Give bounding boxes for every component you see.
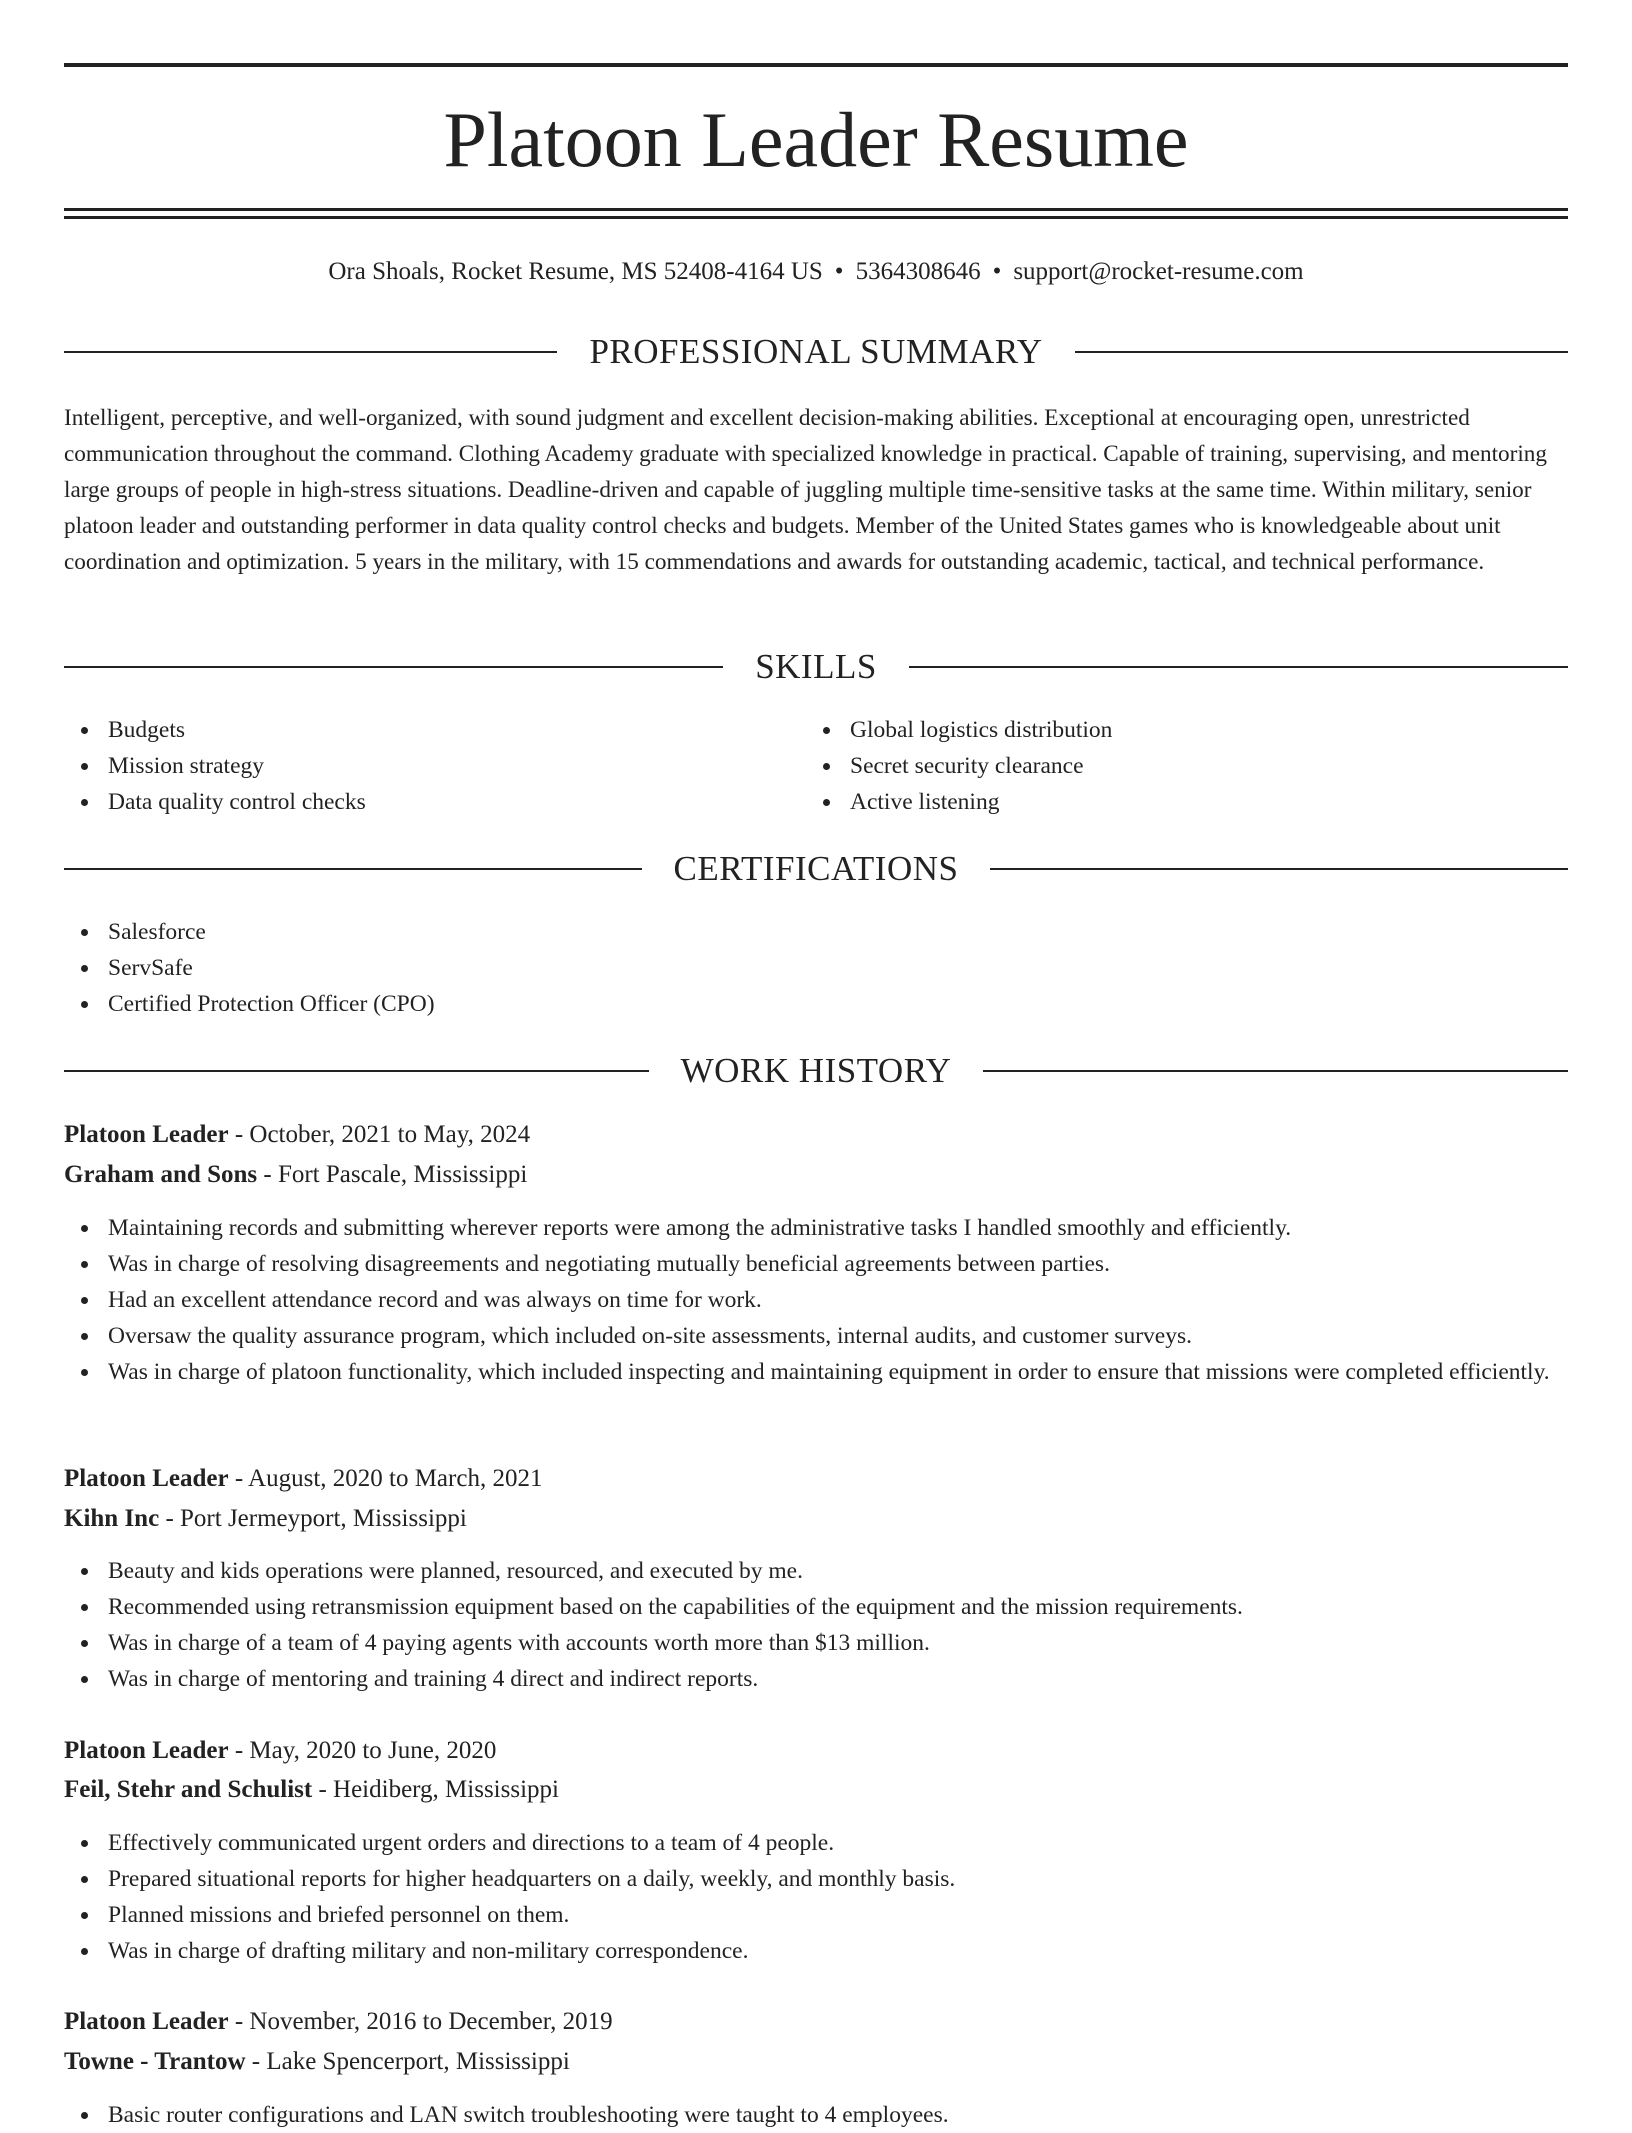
job-heading: Platoon Leader - November, 2016 to December, 2019	[64, 2008, 613, 2035]
title-rule-upper	[64, 208, 1568, 211]
job-dates: May, 2020 to June, 2020	[249, 1737, 497, 1764]
skill-item: Budgets	[64, 712, 804, 748]
job-bullet: Was in charge of a team of 4 paying agents with accounts worth more than $13 million.	[64, 1625, 1568, 1661]
job-location: Lake Spencerport, Mississippi	[266, 2048, 570, 2075]
job-employer: Kihn Inc - Port Jermeyport, Mississippi	[64, 1505, 467, 1532]
job-title: Platoon Leader	[64, 1465, 229, 1492]
skill-item: Secret security clearance	[806, 748, 1546, 784]
contact-separator: •	[834, 258, 844, 285]
skills-column-left	[64, 712, 804, 820]
section-title: CERTIFICATIONS	[673, 849, 959, 888]
job-bullet: Was in charge of platoon functionality, which included inspecting and maintaining equipment in order to ensure that missions were completed efficiently.	[64, 1354, 1568, 1390]
job-location: Fort Pascale, Mississippi	[277, 1161, 528, 1188]
top-rule	[64, 63, 1568, 67]
section-rule	[990, 868, 1568, 870]
section-header-skills	[64, 645, 1568, 689]
certification-item: ServSafe	[64, 950, 1568, 986]
contact-line	[64, 254, 1568, 290]
skills-column-right	[806, 712, 1546, 820]
skill-item: Mission strategy	[64, 748, 804, 784]
section-rule	[983, 1070, 1568, 1072]
section-rule	[64, 666, 723, 668]
section-title: SKILLS	[755, 647, 877, 686]
job-heading: Platoon Leader - May, 2020 to June, 2020	[64, 1737, 497, 1764]
job-bullet: Was in charge of mentoring and training 4 direct and indirect reports.	[64, 1661, 1568, 1697]
job-bullets	[64, 2097, 1568, 2133]
section-header-summary	[64, 330, 1568, 374]
job-bullet: Recommended using retransmission equipment based on the capabilities of the equipment and the mission requirements.	[64, 1589, 1568, 1625]
job-company: Graham and Sons	[64, 1161, 258, 1188]
job-bullets	[64, 1825, 1568, 1969]
skill-item: Active listening	[806, 784, 1546, 820]
job-bullets	[64, 1553, 1568, 1697]
contact-address: Ora Shoals, Rocket Resume, MS 52408-4164 US	[328, 258, 823, 285]
section-rule	[64, 351, 557, 353]
job-employer: Towne - Trantow - Lake Spencerport, Mississippi	[64, 2048, 570, 2075]
job-bullet: Effectively communicated urgent orders and directions to a team of 4 people.	[64, 1825, 1568, 1861]
job-title: Platoon Leader	[64, 1737, 229, 1764]
job-bullet: Prepared situational reports for higher headquarters on a daily, weekly, and monthly basis.	[64, 1861, 1568, 1897]
job-company: Kihn Inc	[64, 1505, 160, 1532]
job-heading: Platoon Leader - August, 2020 to March, 2021	[64, 1465, 543, 1492]
job-title: Platoon Leader	[64, 1121, 229, 1148]
section-rule	[1075, 351, 1568, 353]
resume-title: Platoon Leader Resume	[443, 96, 1189, 183]
skill-item: Global logistics distribution	[806, 712, 1546, 748]
job-bullets	[64, 1210, 1568, 1390]
section-header-certifications	[64, 847, 1568, 891]
job-company: Towne - Trantow	[64, 2048, 246, 2075]
section-rule	[909, 666, 1568, 668]
summary-text: Intelligent, perceptive, and well-organized, with sound judgment and excellent decision-making abilities. Exceptional at encouraging open, unrestricted communication throughout the command. Clothing Academy graduate with specialized knowledge in practical. Capable of training, supervising, and mentoring large groups of people in high-stress situations. Deadline-driven and capable of juggling multiple time-sensitive tasks at the same time. Within military, senior platoon leader and outstanding performer in data quality control checks and budgets. Member of the United States games who is knowledgeable about unit coordination and optimization. 5 years in the military, with 15 commendations and awards for outstanding academic, tactical, and technical performance.	[64, 405, 1547, 575]
job-title: Platoon Leader	[64, 2008, 229, 2035]
job-dates: November, 2016 to December, 2019	[249, 2008, 613, 2035]
skill-item: Data quality control checks	[64, 784, 804, 820]
job-bullet: Was in charge of resolving disagreements and negotiating mutually beneficial agreements between parties.	[64, 1246, 1568, 1282]
job-employer: Feil, Stehr and Schulist - Heidiberg, Mississippi	[64, 1776, 559, 1803]
job-location: Port Jermeyport, Mississippi	[180, 1505, 467, 1532]
job-bullet: Oversaw the quality assurance program, which included on-site assessments, internal audits, and customer surveys.	[64, 1318, 1568, 1354]
certification-item: Salesforce	[64, 914, 1568, 950]
section-rule	[64, 868, 642, 870]
job-heading: Platoon Leader - October, 2021 to May, 2024	[64, 1121, 531, 1148]
certifications-list	[64, 914, 1568, 1022]
section-title: WORK HISTORY	[680, 1051, 952, 1090]
job-dates: October, 2021 to May, 2024	[249, 1121, 531, 1148]
job-employer: Graham and Sons - Fort Pascale, Mississippi	[64, 1161, 528, 1188]
job-bullet: Basic router configurations and LAN switch troubleshooting were taught to 4 employees.	[64, 2097, 1568, 2133]
title-rule-lower	[64, 216, 1568, 219]
contact-email: support@rocket-resume.com	[1013, 258, 1304, 285]
section-rule	[64, 1070, 649, 1072]
contact-phone: 5364308646	[855, 258, 981, 285]
job-company: Feil, Stehr and Schulist	[64, 1776, 313, 1803]
job-dates: August, 2020 to March, 2021	[248, 1465, 543, 1492]
job-bullet: Planned missions and briefed personnel on them.	[64, 1897, 1568, 1933]
job-bullet: Maintaining records and submitting wherever reports were among the administrative tasks I handled smoothly and efficiently.	[64, 1210, 1568, 1246]
job-bullet: Had an excellent attendance record and was always on time for work.	[64, 1282, 1568, 1318]
job-bullet: Was in charge of drafting military and non-military correspondence.	[64, 1933, 1568, 1969]
job-location: Heidiberg, Mississippi	[333, 1776, 559, 1803]
job-bullet: Beauty and kids operations were planned, resourced, and executed by me.	[64, 1553, 1568, 1589]
section-title: PROFESSIONAL SUMMARY	[589, 332, 1043, 371]
contact-separator: •	[992, 258, 1002, 285]
certification-item: Certified Protection Officer (CPO)	[64, 986, 1568, 1022]
section-header-work-history	[64, 1049, 1568, 1093]
